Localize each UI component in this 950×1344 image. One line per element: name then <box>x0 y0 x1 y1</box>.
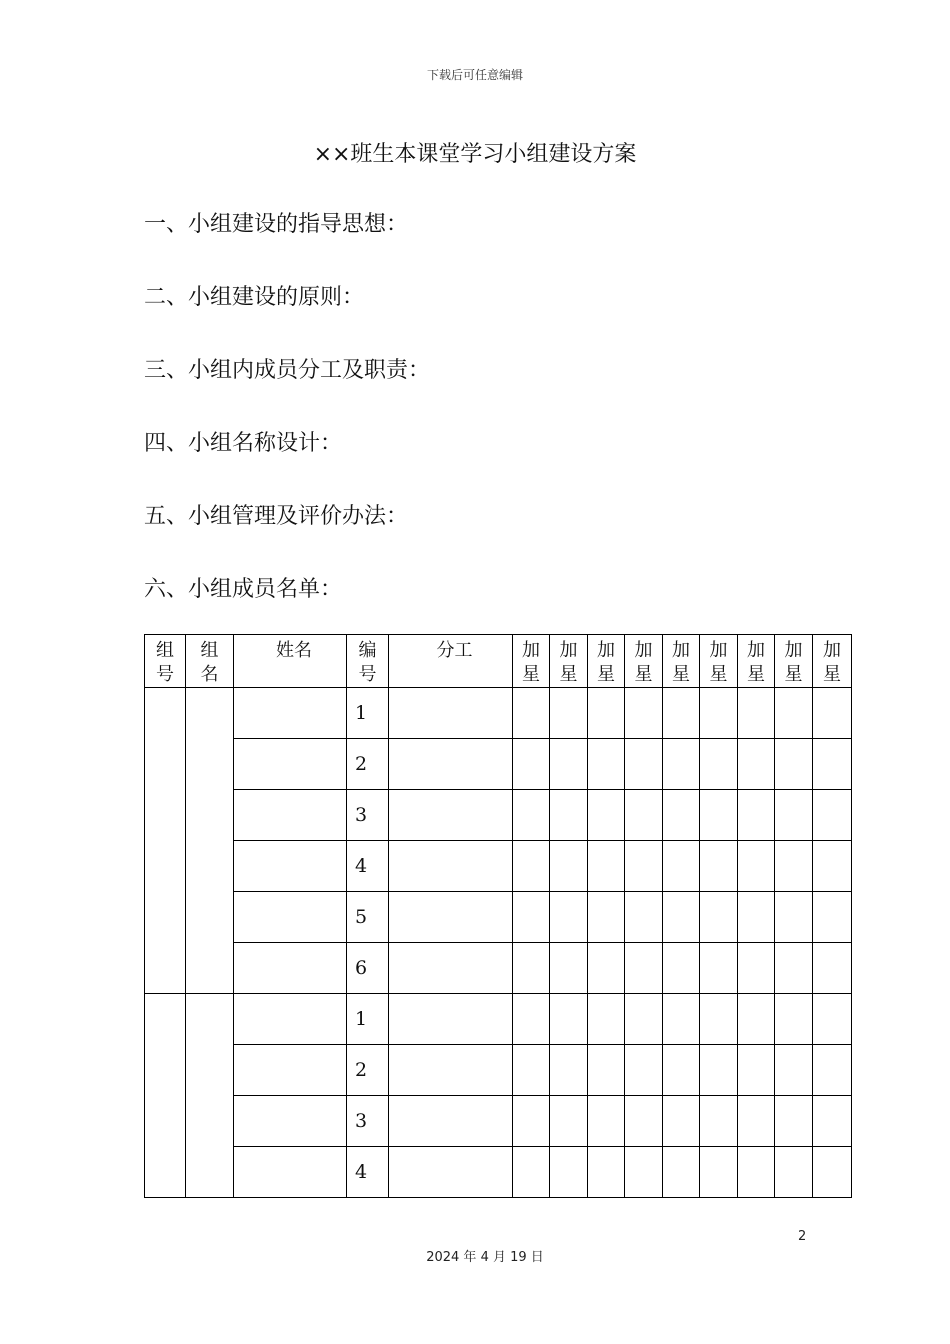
bonus-star-cell[interactable] <box>813 943 852 994</box>
member-number-cell: 4 <box>347 1147 389 1198</box>
member-role-cell[interactable] <box>389 892 513 943</box>
header-bonus-star: 加 星 <box>513 635 550 688</box>
bonus-star-cell[interactable] <box>625 1096 663 1147</box>
bonus-star-cell[interactable] <box>513 892 550 943</box>
bonus-star-cell[interactable] <box>775 1147 813 1198</box>
group-number-cell[interactable] <box>145 994 186 1198</box>
bonus-star-cell[interactable] <box>513 994 550 1045</box>
bonus-star-cell[interactable] <box>700 790 738 841</box>
bonus-star-cell[interactable] <box>625 1045 663 1096</box>
bonus-star-cell[interactable] <box>588 739 625 790</box>
bonus-star-cell[interactable] <box>775 994 813 1045</box>
header-bonus-star: 加 星 <box>813 635 852 688</box>
footer-date: 2024 年 4 月 19 日 <box>426 1250 544 1265</box>
header-group-number: 组 号 <box>145 635 186 688</box>
bonus-star-cell[interactable] <box>625 688 663 739</box>
member-roster-table <box>144 634 852 1198</box>
bonus-star-cell[interactable] <box>700 994 738 1045</box>
bonus-star-cell[interactable] <box>550 790 588 841</box>
section-heading-guiding-thought: 一、小组建设的指导思想： <box>144 212 409 237</box>
bonus-star-cell[interactable] <box>513 790 550 841</box>
bonus-star-cell[interactable] <box>588 841 625 892</box>
section-heading-principles: 二、小组建设的原则： <box>144 285 365 310</box>
bonus-star-cell[interactable] <box>513 841 550 892</box>
header-bonus-star: 加 星 <box>775 635 813 688</box>
document-title: ××班生本课堂学习小组建设方案 <box>313 142 637 167</box>
group-name-cell[interactable] <box>186 994 234 1198</box>
header-bonus-star: 加 星 <box>550 635 588 688</box>
bonus-star-cell[interactable] <box>738 790 775 841</box>
bonus-star-cell[interactable] <box>625 943 663 994</box>
header-note: 下载后可任意编辑 <box>426 68 523 82</box>
member-role-cell[interactable] <box>389 841 513 892</box>
bonus-star-cell[interactable] <box>550 943 588 994</box>
bonus-star-cell[interactable] <box>663 739 700 790</box>
bonus-star-cell[interactable] <box>663 688 700 739</box>
bonus-star-cell[interactable] <box>775 943 813 994</box>
member-name-cell[interactable] <box>234 739 347 790</box>
header-role: 分工 <box>389 635 513 688</box>
member-number-cell: 3 <box>347 1096 389 1147</box>
header-bonus-star: 加 星 <box>588 635 625 688</box>
table-row <box>145 1096 852 1147</box>
bonus-star-cell[interactable] <box>813 739 852 790</box>
bonus-star-cell[interactable] <box>550 994 588 1045</box>
bonus-star-cell[interactable] <box>738 841 775 892</box>
table-row <box>145 739 852 790</box>
bonus-star-cell[interactable] <box>813 892 852 943</box>
member-role-cell[interactable] <box>389 1045 513 1096</box>
member-number-cell: 2 <box>347 1045 389 1096</box>
member-name-cell[interactable] <box>234 943 347 994</box>
bonus-star-cell[interactable] <box>738 943 775 994</box>
bonus-star-cell[interactable] <box>700 892 738 943</box>
section-heading-management-evaluation: 五、小组管理及评价办法： <box>144 504 409 529</box>
member-number-cell: 4 <box>347 841 389 892</box>
table-row <box>145 943 852 994</box>
bonus-star-cell[interactable] <box>738 994 775 1045</box>
bonus-star-cell[interactable] <box>738 1147 775 1198</box>
header-member-number: 编 号 <box>347 635 389 688</box>
bonus-star-cell[interactable] <box>700 841 738 892</box>
bonus-star-cell[interactable] <box>813 994 852 1045</box>
bonus-star-cell[interactable] <box>663 1147 700 1198</box>
bonus-star-cell[interactable] <box>775 739 813 790</box>
bonus-star-cell[interactable] <box>775 1096 813 1147</box>
member-number-cell: 2 <box>347 739 389 790</box>
bonus-star-cell[interactable] <box>663 1045 700 1096</box>
group-number-cell[interactable] <box>145 688 186 994</box>
bonus-star-cell[interactable] <box>813 1096 852 1147</box>
bonus-star-cell[interactable] <box>775 892 813 943</box>
bonus-star-cell[interactable] <box>738 739 775 790</box>
bonus-star-cell[interactable] <box>588 1147 625 1198</box>
member-role-cell[interactable] <box>389 994 513 1045</box>
member-name-cell[interactable] <box>234 1147 347 1198</box>
table-row <box>145 1147 852 1198</box>
member-name-cell[interactable] <box>234 688 347 739</box>
bonus-star-cell[interactable] <box>700 739 738 790</box>
member-name-cell[interactable] <box>234 892 347 943</box>
section-heading-group-name-design: 四、小组名称设计： <box>144 431 343 456</box>
header-group-name: 组 名 <box>186 635 234 688</box>
member-name-cell[interactable] <box>234 1096 347 1147</box>
member-number-cell: 6 <box>347 943 389 994</box>
bonus-star-cell[interactable] <box>550 892 588 943</box>
bonus-star-cell[interactable] <box>513 1096 550 1147</box>
bonus-star-cell[interactable] <box>738 1096 775 1147</box>
member-role-cell[interactable] <box>389 790 513 841</box>
table-row <box>145 1045 852 1096</box>
bonus-star-cell[interactable] <box>700 943 738 994</box>
bonus-star-cell[interactable] <box>775 1045 813 1096</box>
bonus-star-cell[interactable] <box>550 841 588 892</box>
member-number-cell: 3 <box>347 790 389 841</box>
bonus-star-cell[interactable] <box>700 1045 738 1096</box>
bonus-star-cell[interactable] <box>588 1096 625 1147</box>
bonus-star-cell[interactable] <box>550 1147 588 1198</box>
bonus-star-cell[interactable] <box>700 688 738 739</box>
bonus-star-cell[interactable] <box>625 994 663 1045</box>
bonus-star-cell[interactable] <box>663 790 700 841</box>
bonus-star-cell[interactable] <box>550 688 588 739</box>
member-name-cell[interactable] <box>234 1045 347 1096</box>
bonus-star-cell[interactable] <box>513 739 550 790</box>
bonus-star-cell[interactable] <box>625 841 663 892</box>
member-role-cell[interactable] <box>389 1147 513 1198</box>
bonus-star-cell[interactable] <box>813 841 852 892</box>
bonus-star-cell[interactable] <box>663 994 700 1045</box>
member-role-cell[interactable] <box>389 943 513 994</box>
bonus-star-cell[interactable] <box>700 1147 738 1198</box>
bonus-star-cell[interactable] <box>625 790 663 841</box>
bonus-star-cell[interactable] <box>588 994 625 1045</box>
member-name-cell[interactable] <box>234 790 347 841</box>
bonus-star-cell[interactable] <box>588 1045 625 1096</box>
bonus-star-cell[interactable] <box>550 1096 588 1147</box>
bonus-star-cell[interactable] <box>588 688 625 739</box>
header-bonus-star: 加 星 <box>738 635 775 688</box>
table-row <box>145 688 852 739</box>
bonus-star-cell[interactable] <box>625 892 663 943</box>
bonus-star-cell[interactable] <box>775 841 813 892</box>
header-bonus-star: 加 星 <box>663 635 700 688</box>
header-bonus-star: 加 星 <box>625 635 663 688</box>
member-name-cell[interactable] <box>234 994 347 1045</box>
member-number-cell: 5 <box>347 892 389 943</box>
bonus-star-cell[interactable] <box>738 1045 775 1096</box>
bonus-star-cell[interactable] <box>588 892 625 943</box>
bonus-star-cell[interactable] <box>775 688 813 739</box>
bonus-star-cell[interactable] <box>625 739 663 790</box>
bonus-star-cell[interactable] <box>550 739 588 790</box>
bonus-star-cell[interactable] <box>663 892 700 943</box>
section-heading-member-list: 六、小组成员名单： <box>144 577 343 602</box>
member-role-cell[interactable] <box>389 1096 513 1147</box>
bonus-star-cell[interactable] <box>663 943 700 994</box>
bonus-star-cell[interactable] <box>700 1096 738 1147</box>
bonus-star-cell[interactable] <box>813 790 852 841</box>
member-name-cell[interactable] <box>234 841 347 892</box>
member-role-cell[interactable] <box>389 688 513 739</box>
bonus-star-cell[interactable] <box>513 943 550 994</box>
bonus-star-cell[interactable] <box>663 1096 700 1147</box>
bonus-star-cell[interactable] <box>738 688 775 739</box>
table-row <box>145 892 852 943</box>
bonus-star-cell[interactable] <box>588 790 625 841</box>
member-number-cell: 1 <box>347 994 389 1045</box>
table-row <box>145 841 852 892</box>
table-row <box>145 994 852 1045</box>
bonus-star-cell[interactable] <box>513 1045 550 1096</box>
table-header-row <box>145 635 852 688</box>
group-name-cell[interactable] <box>186 688 234 994</box>
bonus-star-cell[interactable] <box>663 841 700 892</box>
roster-body <box>145 688 852 1198</box>
bonus-star-cell[interactable] <box>513 688 550 739</box>
bonus-star-cell[interactable] <box>813 688 852 739</box>
member-role-cell[interactable] <box>389 739 513 790</box>
bonus-star-cell[interactable] <box>813 1045 852 1096</box>
bonus-star-cell[interactable] <box>738 892 775 943</box>
bonus-star-cell[interactable] <box>513 1147 550 1198</box>
bonus-star-cell[interactable] <box>813 1147 852 1198</box>
bonus-star-cell[interactable] <box>625 1147 663 1198</box>
header-member-name: 姓名 <box>234 635 347 688</box>
header-bonus-star: 加 星 <box>700 635 738 688</box>
member-number-cell: 1 <box>347 688 389 739</box>
section-heading-roles-duties: 三、小组内成员分工及职责： <box>144 358 431 383</box>
bonus-star-cell[interactable] <box>775 790 813 841</box>
table-row <box>145 790 852 841</box>
bonus-star-cell[interactable] <box>588 943 625 994</box>
bonus-star-cell[interactable] <box>550 1045 588 1096</box>
page-number: 2 <box>798 1229 807 1244</box>
